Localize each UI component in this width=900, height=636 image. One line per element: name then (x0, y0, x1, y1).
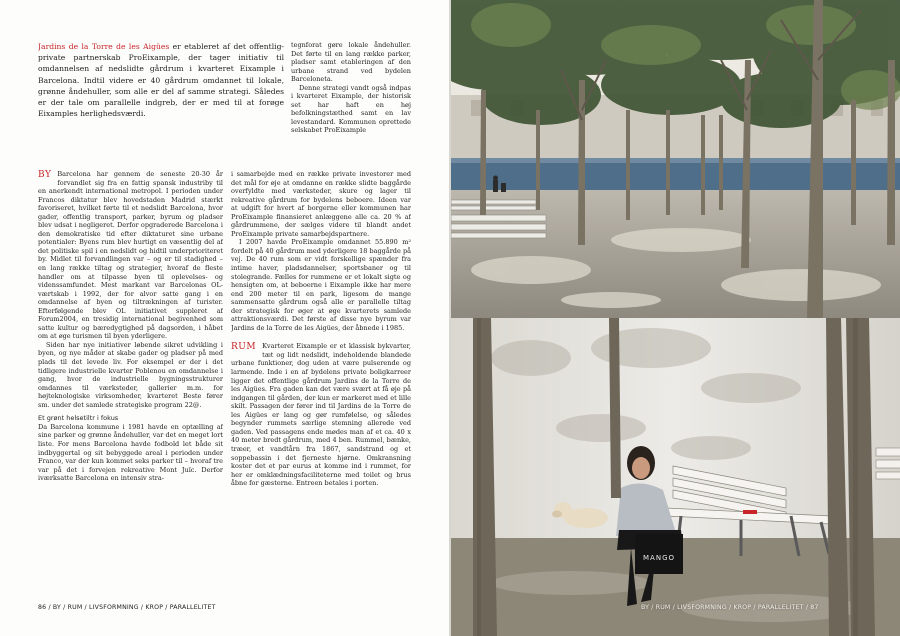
folio-left: 86 / BY / RUM / LIVSFORMNING / KROP / PARALLELITET (38, 604, 216, 611)
col1-paragraph-2: Siden har nye initiativer løbende sikret udvikling i byen, og nye måder at skabe gader og pladser på med plads til det levede liv. For eksempel er der i det tidligere industrielle kvarter Poblenou en omdannelse i gang, hvor de industrielle bygningsstrukturer omdannes til værksteder, gallerier m.m. for højteknologiske virksomheder, kvarteret Beste fører sm. under det samlede strategiske program 22@. (38, 340, 223, 409)
col2-paragraph-2: I 2007 havde ProEixample omdannet 55.890 m² fordelt på 40 gårdrum med yderligere 18 baggårde på vej. De 40 rum som er vidt forskellige spænder fra intime haver, pladsdannelser, sportsbaner og til stolegrande. Fælles for rummene er et lokalt sigte og hensigten om, at beboerne i Eixample ikke har mere end 200 meter til en park, ligesom de mange sammensatte gårdrum også alle er parallelle tiltag der strategisk for øger at øge kvarterets samlede attraktionsværdi. Det første af disse nye byrum var Jardins de la Torre de les Aigües, der åbnede i 1985. (231, 238, 411, 332)
column-two-top (291, 41, 411, 168)
col1-paragraph-1: Barcelona har gennem de seneste 20-30 år forvandlet sig fra en fattig spansk industriby til en anerkendt international metropol. I perioden under Francos diktatur blev hovedstaden Madrid stærkt favoriseret, hvilket førte til et nedslidt Barcelona, hvor gader, offentlig transport, parker, byrum og pladser blev udsat i negligeret. Derfor opgraderede Barcelona i den demokratiske tid efter diktaturet sine urbane potentialer: Byens rum blev hurtigt en væsentlig del af det politiske spil i en nedslidt og hidtil underprioriteret by. Midlet til forvandlingen var – og er til stadighed – en lang række tiltag og strategier, hvoraf de fleste handler om at tilpasse byen til oplevelses- og videnssamfundet. Mest markant var Barcelonas OL-værtskab i 1992, der for alvor satte gang i en omdannelse af byen og tiltrækningen af turister. Efterfølgende blev OL initiativet suppleret af Forum2004, en tresidig international begivenhed som satte kultur og bæredygtighed på dagsorden, i håbet om at øge turismen til byen yderligere. (38, 170, 223, 341)
col2top-paragraph-2: Denne strategi vandt også indpas i kvarteret Eixample, der historisk set har haft en høj befolkningstæthed samt en lav levestandard. Kommunen oprettede selskabet ProEixample (291, 83, 411, 135)
col2-paragraph-3: Kvarteret Eixample er et klassisk bykvarter, tæt og lidt nedslidt, indeholdende blandede urbane funktioner, dog uden at være pulserende og larmende. Inde i en af bydelens private boligkarreer ligger det offentlige gårdrum Jardins de la Torre de les Aigües. Fra gaden kan det være svært at få øje på indgangen til gården, der kun er markeret med et lille skilt. Passagen der fører ind til Jardins de la Torre de les Aigües er lang og gør rumfølelse, og således begynder rummets særlige stemning allerede ved gaden. Ved passagens ende mødes man af et ca. 40 x 40 meter bredt gårdrum, med 4 ben. Rummel, bænke, træer, et vandtårn fra 1867, sandstrand og et soppebassin i det fjerneste hjørne. Omkransning koster det et par eurus at komme ind i rummet, for her er omklædningsfaciliteterne med toilet og brus åbne for gæsterne. Entreen betales i porten. (231, 342, 411, 488)
intro-text: er etableret af det offentlig-private partnerskab ProEixample, der tager initiativ til omdannelsen af nedslidte gårdrum i kvarteret Eixample i Barcelona. Indtil videre er 40 gårdrum omdannet til lokale, grønne åndehuller, som alle er del af samme strategi. Således er der tale om parallelle indgreb, der er med til at forøge Eixamples herlighedsværdi. (38, 42, 284, 119)
col1-subhead: Et grønt helsetiltr i fokus (38, 414, 119, 423)
bag-label: MANGO (643, 554, 675, 562)
intro-paragraph (38, 41, 284, 119)
col2-paragraph-1: i samarbejde med en række private investorer med det mål for øje at omdanne en række slidte baggårde overfyldte med værksteder, skure og lager til rekreative gårdrum for bydelens beboere. Ideen var at udgift for hvert af borgerne eller kommunen har ProEixample finansieret anlæggene alle ca. 20 % af gårdrummene, der sælges videre til blandt andet ProEixample private samarbejdspartnere. (231, 170, 411, 238)
column-two (231, 170, 411, 585)
folio-right: BY / RUM / LIVSFORMNING / KROP / PARALLELITET / 87 (641, 604, 819, 611)
col2top-paragraph-1: tegnforat gøre lokale åndehuller. Det førte til en lang række parker, pladser samt etableringen af den urbane strand ved bydelen Barceloneta. (291, 41, 411, 84)
column-one (38, 170, 223, 585)
photo-woman-bench (451, 318, 900, 636)
photo-plaza-trees (451, 0, 900, 318)
kicker-rum: RUM (231, 342, 257, 353)
intro-highlight: Jardins de la Torre de les Aigües (38, 42, 170, 51)
kicker-by: BY (38, 170, 52, 180)
right-page (451, 0, 900, 636)
col1-paragraph-3: Da Barcelona kommune i 1981 havde en optælling af sine parker og grønne åndehuller, var det en meget lort liste. For mens Barcelona havde fodbold let både sit indbyggertal og sit bebyggede areal i perioden under Franco, var der kun kommet seks parker til – hvoraf tre var på det i forvejen rekreative Mont Juïc. Derfor iværksatte Barcelona en intensiv stra- (38, 422, 223, 483)
